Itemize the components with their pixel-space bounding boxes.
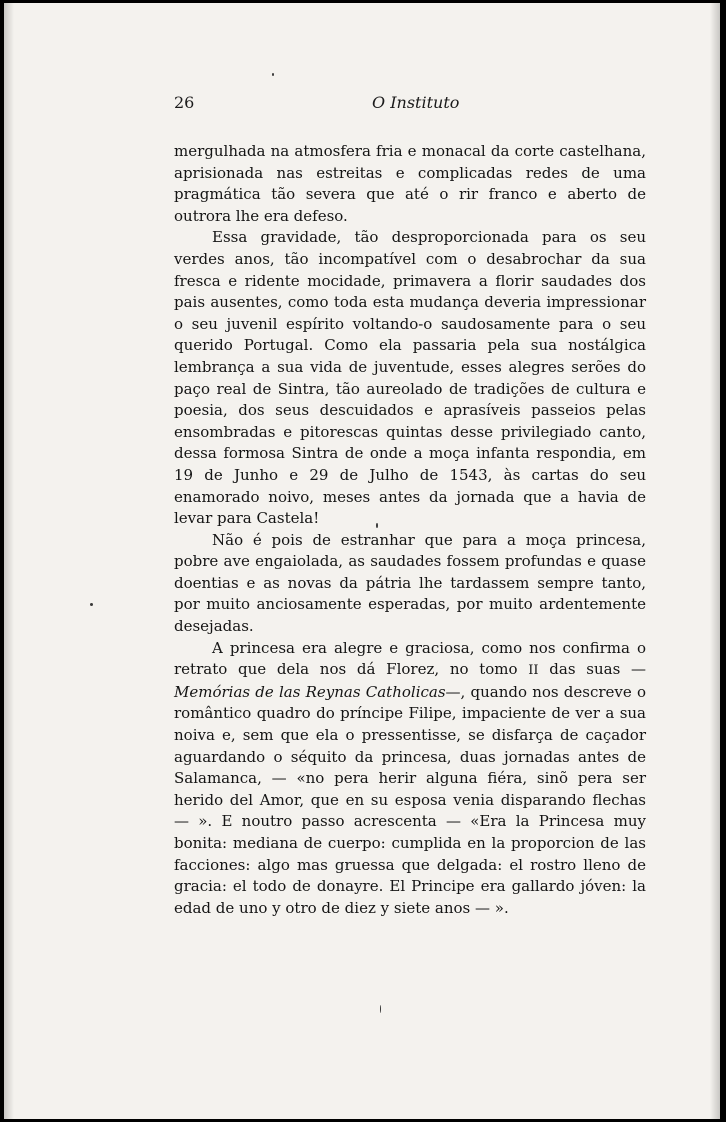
scan-speck <box>380 1005 381 1013</box>
paragraph-1: mergulhada na atmosfera fria e monacal da corte castelhana, aprisionada nas estreitas e complicadas redes de uma pragmática tão severa que até o rir franco e aberto de outrora lhe era defeso. <box>174 142 646 225</box>
volume-number: II <box>528 663 539 679</box>
paragraph-3: Não é pois de estranhar que para a moça princesa, pobre ave engaiolada, as saudades fossem profundas e quase doentias e as novas da pátria lhe tardassem sempre tanto, por muito anciosamente esperadas, por muito ardentemente desejadas. <box>174 530 646 636</box>
paragraph-2: Essa gravidade, tão desproporcionada para os seu verdes anos, tão incompatível com o desabrochar da sua fresca e ridente mocidade, primavera a florir saudades dos pais ausentes, como toda esta mudança deveria impressionar o seu juvenil espírito voltando-o saudosamente para o seu querido Portugal. Como ela passaria pela sua nostálgica lembrança a sua vida de juventude, esses alegres serões do paço real de Sintra, tão aureolado de tradições de cultura e poesia, dos seus descuidados e aprasíveis passeios pelas ensombradas e pitorescas quintas desse privilegiado canto, dessa formosa Sintra de onde a moça infanta respondia, em 19 de Junho e 29 de Julho de 1543, às cartas do seu enamorado noivo, meses antes da jornada que a havia de levar para Castela! <box>174 228 646 528</box>
running-title: O Instituto <box>372 93 460 112</box>
scan-speck <box>376 523 378 528</box>
paragraph-4-part-c: —, quando nos descreve o romântico quadro do príncipe Filipe, impaciente de ver a sua noiva e, sem que ela o pressentisse, se disfarça de caçador aguardando o séquito da princesa, duas jornadas antes de Salamanca, — «no pera herir alguna fiéra, sinõ pera ser herido del Amor, que en su esposa venia disparando flechas — ». E noutro passo acrescenta — «Era la Princesa muy bonita: mediana de cuerpo: cumplida en la proporcion de las facciones: algo mas gruessa que delgada: el rostro lleno de gracia: el todo de donayre. El Principe era gallardo jóven: la edad de uno y otro de diez y siete anos — ». <box>174 682 646 917</box>
scanned-page <box>4 3 720 1119</box>
page-number: 26 <box>174 93 195 112</box>
scan-speck <box>272 73 274 76</box>
scan-shadow-right <box>710 3 720 1119</box>
scan-speck <box>90 603 93 606</box>
page-header <box>174 93 644 117</box>
paragraph-4 <box>174 638 646 920</box>
paragraph-4-part-b: das suas — <box>538 660 646 679</box>
paragraph-4-part-a: A princesa era alegre e graciosa, como nos confirma o retrato que dela nos dá Florez, no tomo <box>174 638 646 679</box>
book-title: Memórias de las Reynas Catholicas <box>174 682 446 701</box>
scan-shadow-left <box>4 3 14 1119</box>
body-text <box>174 141 646 919</box>
